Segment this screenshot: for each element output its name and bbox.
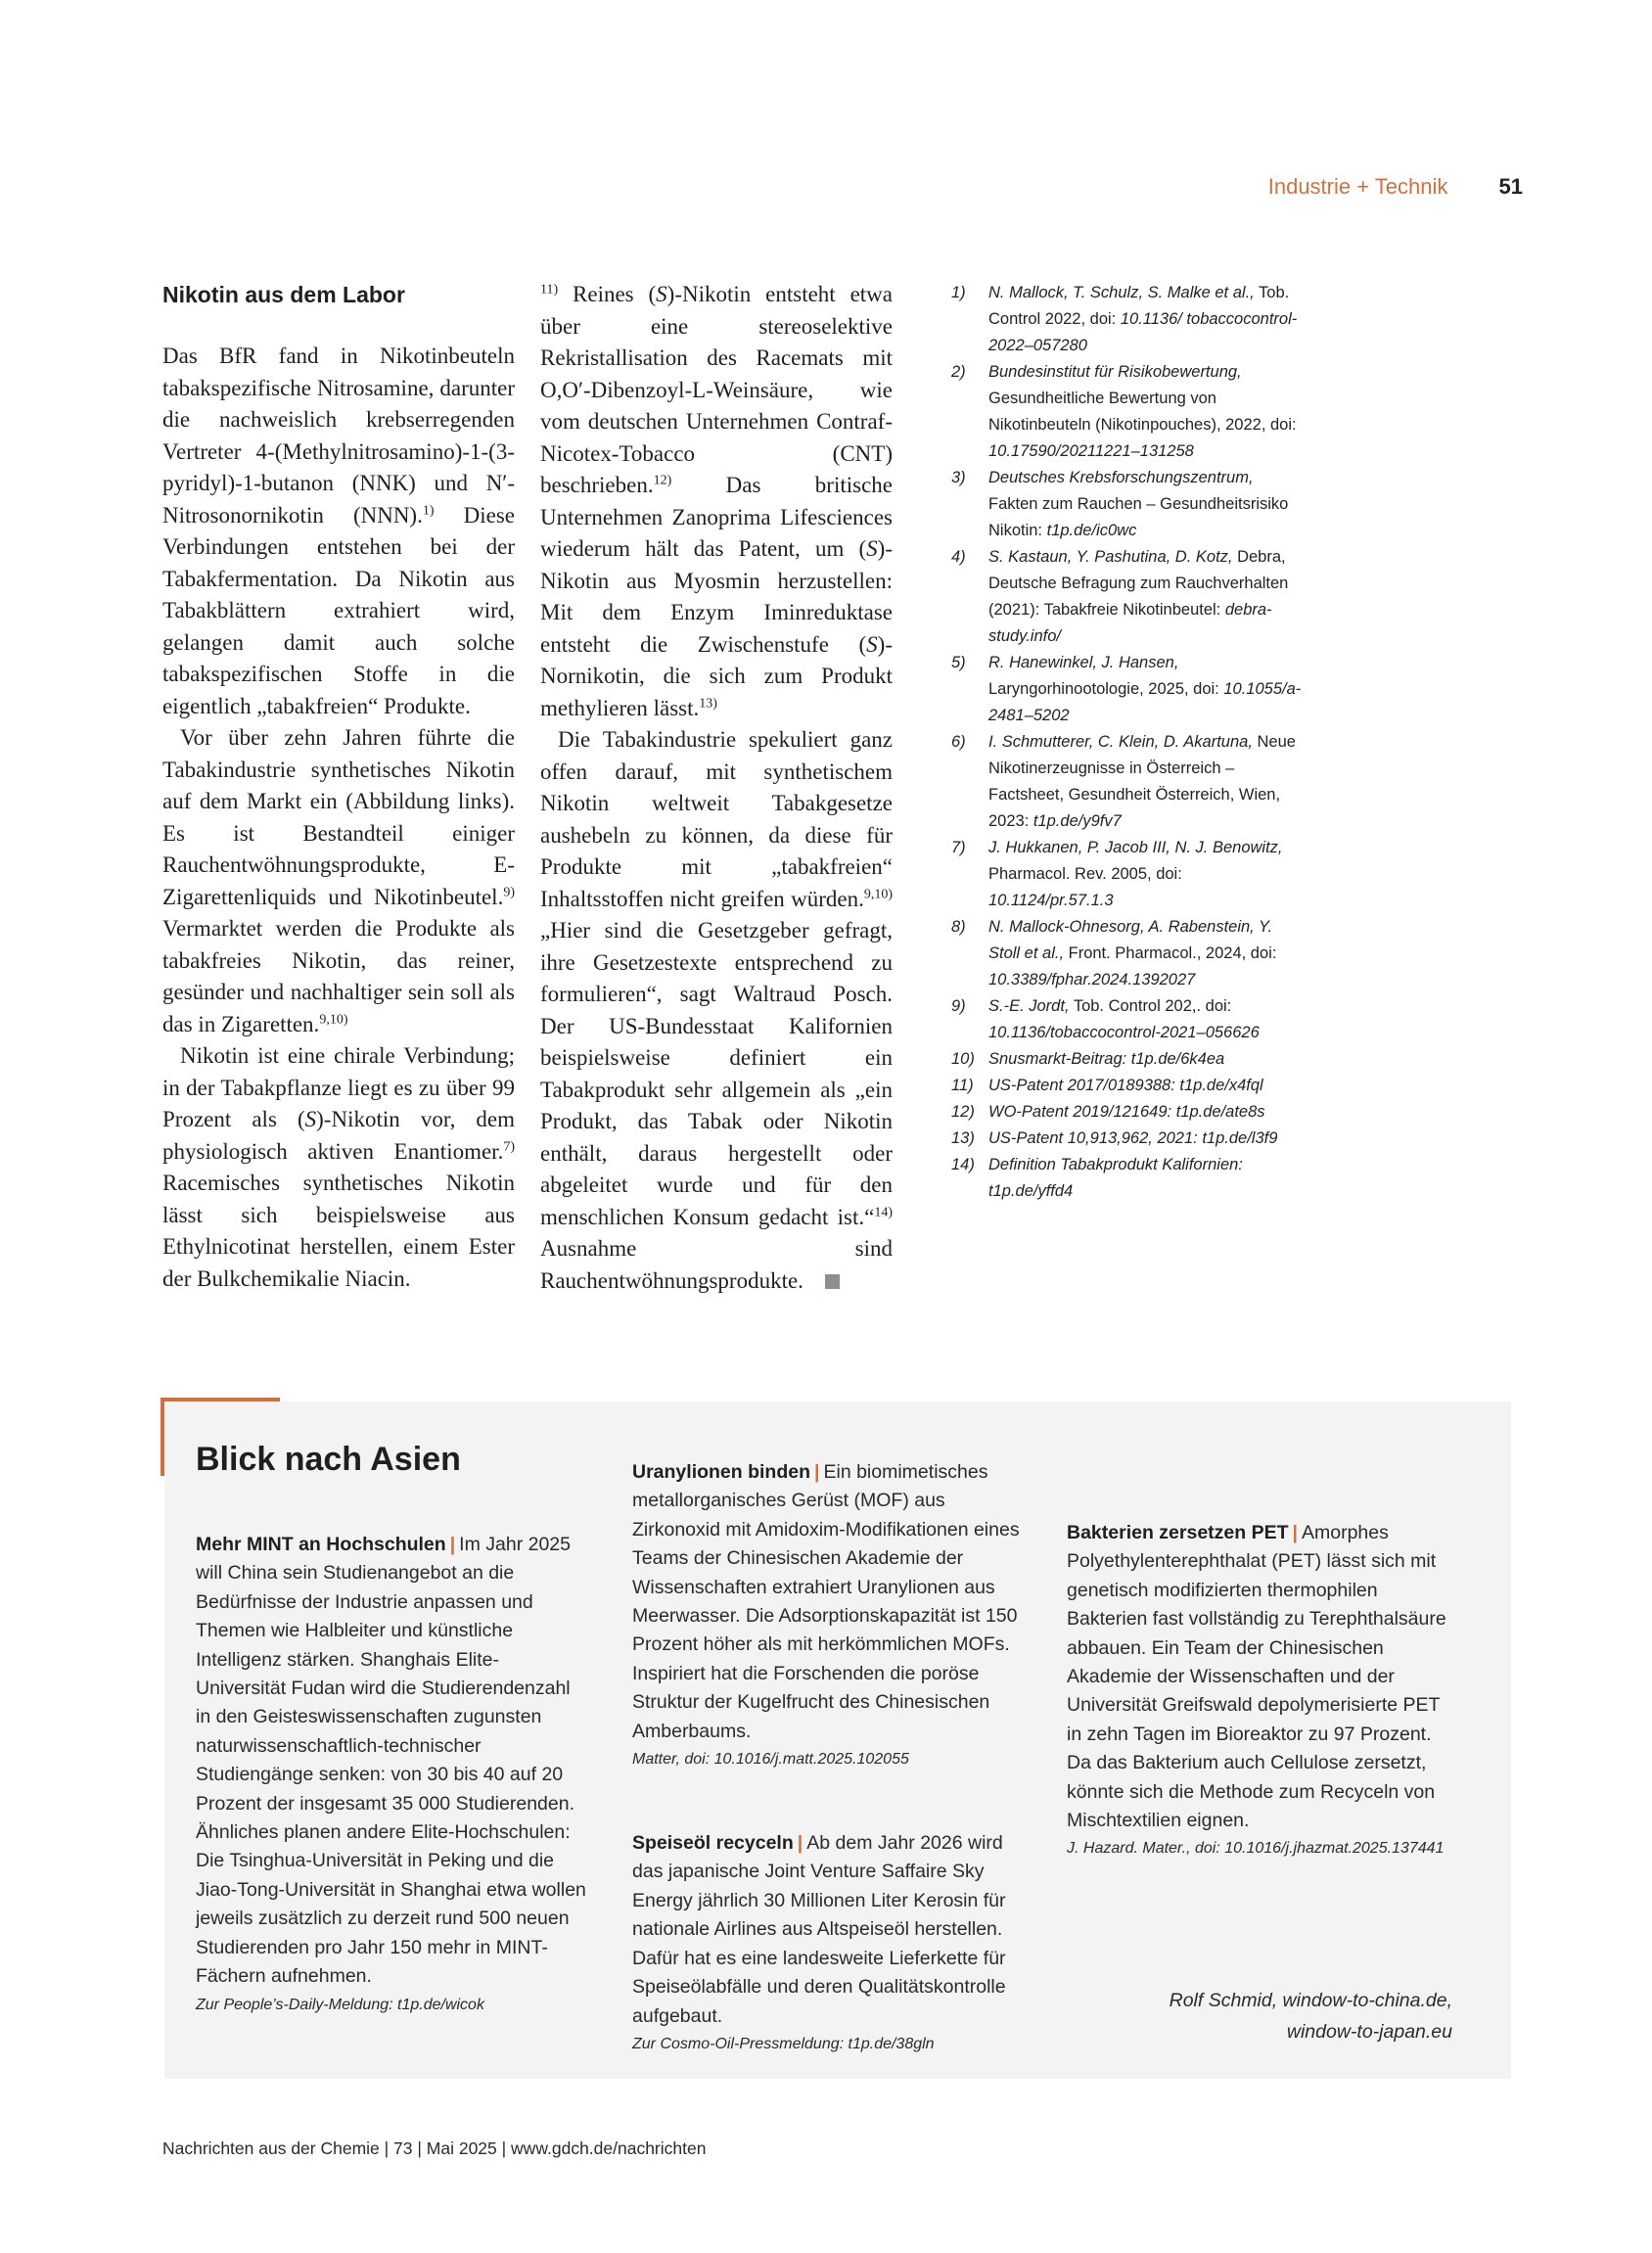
footnote-item: 3) Deutsches Krebsforschungszentrum, Fakten zum Rauchen – Gesundheitsrisiko Nikotin: t1p.de/ic0wc — [951, 469, 1289, 539]
page-number: 51 — [1498, 174, 1523, 199]
item-heading: Mehr MINT an Hochschulen — [196, 1534, 446, 1555]
page-footer: Nachrichten aus der Chemie | 73 | Mai 2025 | www.gdch.de/nachrichten — [162, 2138, 707, 2158]
item-source: Zur Cosmo-Oil-Pressmeldung: t1p.de/38gln — [632, 2035, 935, 2052]
section-title: Industrie + Technik — [1267, 174, 1448, 199]
footnotes-list — [951, 280, 1304, 1205]
author-credit: Rolf Schmid, window-to-china.de, window-to-japan.eu — [1169, 1990, 1452, 2043]
footnote-item: 13) US-Patent 10,913,962, 2021: t1p.de/l3f9 — [951, 1129, 1278, 1147]
footnote-item: 2) Bundesinstitut für Risikobewertung, Gesundheitliche Bewertung von Nikotinbeuteln (Nikotinpouches), 2022, doi: 10.17590/20211221–131258 — [951, 363, 1297, 460]
accent-line-horizontal — [161, 1398, 280, 1402]
item-source: J. Hazard. Mater., doi: 10.1016/j.jhazmat.2025.137441 — [1067, 1840, 1445, 1858]
footnote-item: 6) I. Schmutterer, C. Klein, D. Akartuna, Neue Nikotinerzeugnisse in Österreich – Factsheet, Gesundheit Österreich, Wien, 2023: t1p.de/y9fv7 — [951, 733, 1296, 830]
asia-item-speiseoel: Speiseöl recyceln | Ab dem Jahr 2026 wird das japanische Joint Venture Saffaire Sky Energy jährlich 30 Millionen Liter Kerosin für nationale Airlines aus Altspeiseöl herstellen. Dafür hat es eine landesweite Lieferkette für Speiseölabfälle und deren Qualitätskontrolle aufgebaut. Zur Cosmo-Oil-Pressmeldung: t1p.de/38gln — [632, 1829, 1024, 2058]
footnote-item: 7) J. Hukkanen, P. Jacob III, N. J. Benowitz, Pharmacol. Rev. 2005, doi: 10.1124/pr.57.1.3 — [951, 839, 1283, 909]
asia-item-mint: Mehr MINT an Hochschulen | Im Jahr 2025 will China sein Studienangebot an die Bedürfnisse der Industrie anpassen und Themen wie Halbleiter und künstliche Intelligenz stärken. Shanghais Elite-Universität Fudan wird die Studierendenzahl in den Geisteswissenschaften zugunsten naturwissenschaftlich-technischer Studiengänge senken: von 30 bis 40 auf 20 Prozent der insgesamt 35 000 Studierenden. Ähnliches planen andere Elite-Hochschulen: Die Tsinghua-Universität in Peking und die Jiao-Tong-Universität in Shanghai etwa wollen jeweils zusätzlich zu derzeit rund 500 neuen Studierenden pro Jahr 150 mehr in MINT-Fächern aufnehmen. Zur People’s-Daily-Meldung: t1p.de/wicok — [196, 1531, 587, 2019]
item-heading: Uranylionen binden — [632, 1461, 811, 1483]
footnote-item: 1) N. Mallock, T. Schulz, S. Malke et al., Tob. Control 2022, doi: 10.1136/ tobaccocontrol-2022–057280 — [951, 284, 1298, 354]
item-source: Zur People’s-Daily-Meldung: t1p.de/wicok — [196, 1996, 484, 2013]
footnote-item: 8) N. Mallock-Ohnesorg, A. Rabenstein, Y. Stoll et al., Front. Pharmacol., 2024, doi: 10.3389/fphar.2024.1392027 — [951, 918, 1277, 989]
paragraph-3: Nikotin ist eine chirale Verbindung; in der Tabakpflanze liegt es zu über 99 Prozent als (S)-Nikotin vor, dem physiologisch aktiven Enantiomer.$^{7)}$ Racemisches synthetisches Nikotin lässt sich beispielsweise aus Ethylnicotinat herstellen, einem Ester der Bulkchemikalie Niacin. — [162, 1043, 515, 1291]
footnote-item: 4) S. Kastaun, Y. Pashutina, D. Kotz, Debra, Deutsche Befragung zum Rauchverhalten (2021): Tabakfreie Nikotinbeutel: debra-study.info/ — [951, 548, 1289, 645]
item-source: Matter, doi: 10.1016/j.matt.2025.102055 — [632, 1751, 909, 1769]
item-heading: Bakterien zersetzen PET — [1067, 1522, 1289, 1543]
end-of-article-square-icon — [825, 1274, 840, 1289]
footnote-item: 12) WO-Patent 2019/121649: t1p.de/ate8s — [951, 1103, 1265, 1121]
paragraph-2: Vor über zehn Jahren führte die Tabakindustrie synthetisches Nikotin auf dem Markt ein (Abbildung links). Es ist Bestandteil einiger Rauchentwöhnungsprodukte, E-Zigarettenliquids und Nikotinbeutel.$^{9)}$ Vermarktet werden die Produkte als tabakfreies Nikotin, das reiner, gesünder und nachhaltiger sein soll als das in Zigaretten.$^{9,10)}$ — [162, 725, 515, 1036]
asia-item-pet: Bakterien zersetzen PET | Amorphes Polyethylenterephthalat (PET) lässt sich mit genetisch modifizierten thermophilen Bakterien fast vollständig zu Terephthalsäure abbauen. Ein Team der Chinesischen Akademie der Wissenschaften und der Universität Greifswald depolymerisierte PET in zehn Tagen im Bioreaktor zu 97 Prozent. Da das Bakterium auch Cellulose zersetzt, könnte sich die Methode zum Recyceln von Mischtextilien eignen. J. Hazard. Mater., doi: 10.1016/j.jhazmat.2025.137441 — [1067, 1519, 1458, 1862]
footnote-item: 14) Definition Tabakprodukt Kalifornien: t1p.de/yffd4 — [951, 1156, 1243, 1200]
item-heading: Speiseöl recyceln — [632, 1832, 794, 1855]
paragraph-3-cont: $^{11)}$ Reines (S)-Nikotin entsteht etwa über eine stereoselektive Rekristallisation des Racemats mit O,O′-Dibenzoyl-L-Weinsäure, wie vom deutschen Unternehmen Contraf-Nicotex-Tobacco (CNT) beschrieben.$^{12)}$ Das britische Unternehmen Zanoprima Lifesciences wiederum hält das Patent, um (S)-Nikotin aus Myosmin herzustellen: Mit dem Enzym Iminreduktase entsteht die Zwischenstufe (S)-Nornikotin, die sich zum Produkt methylieren lässt.$^{13)}$ — [540, 282, 893, 720]
running-header — [1268, 174, 1523, 200]
article-column-2 — [540, 279, 893, 1297]
paragraph-1: Das BfR fand in Nikotinbeuteln tabakspezifische Nitrosamine, darunter die nachweislich krebserregenden Vertreter 4-(Methylnitrosamino)-1-(3-pyridyl)-1-butanon (NNK) und N′-Nitrosonornikotin (NNN).$^{1)}$ Diese Verbindungen entstehen bei der Tabakfermentation. Da Nikotin aus Tabakblättern extrahiert wird, gelangen damit auch solche tabakspezifischen Stoffe in die eigentlich „tabakfreien“ Produkte. — [162, 344, 515, 718]
asia-column-2 — [632, 1458, 1024, 2058]
footnote-item: 9) S.-E. Jordt, Tob. Control 202,. doi: 10.1136/tobaccocontrol-2021–056626 — [951, 997, 1260, 1041]
paragraph-4: Die Tabakindustrie spekuliert ganz offen darauf, mit synthetischem Nikotin weltweit Tabakgesetze aushebeln zu können, da diese für Produkte mit „tabakfreien“ Inhaltsstoffen nicht greifen würden.$^{9,10)}$ „Hier sind die Gesetzgeber gefragt, ihre Gesetzestexte entsprechend zu formulieren“, sagt Waltraud Posch. Der US-Bundesstaat Kalifornien beispielsweise definiert ein Tabakprodukt sehr allgemein als „ein Produkt, das Tabak oder Nikotin enthält, daraus hergestellt oder abgeleitet wurde und für den menschlichen Konsum gedacht ist.“$^{14)}$ Ausnahme sind Rauchentwöhnungsprodukte. — [540, 727, 893, 1293]
asia-news-box — [164, 1402, 1511, 2079]
asia-box-title: Blick nach Asien — [196, 1441, 461, 1478]
footnote-item: 5) R. Hanewinkel, J. Hansen, Laryngorhinootologie, 2025, doi: 10.1055/a-2481–5202 — [951, 654, 1302, 724]
asia-item-uranyl: Uranylionen binden | Ein biomimetisches metallorganisches Gerüst (MOF) aus Zirkonoxid mit Amidoxim-Modifikationen eines Teams der Chinesischen Akademie der Wissenschaften extrahiert Uranylionen aus Meerwasser. Die Adsorptionskapazität ist 150 Prozent höher als mit herkömmlichen MOFs. Inspiriert hat die Forschenden die poröse Struktur der Kugelfrucht des Chinesischen Amberbaums. Matter, doi: 10.1016/j.matt.2025.102055 — [632, 1458, 1024, 1773]
footnote-item: 10) Snusmarkt-Beitrag: t1p.de/6k4ea — [951, 1050, 1225, 1068]
article-heading: Nikotin aus dem Labor — [162, 282, 405, 307]
article-column-1 — [162, 279, 515, 1295]
accent-line-vertical — [161, 1398, 164, 1476]
footnote-item: 11) US-Patent 2017/0189388: t1p.de/x4fql — [951, 1077, 1263, 1094]
